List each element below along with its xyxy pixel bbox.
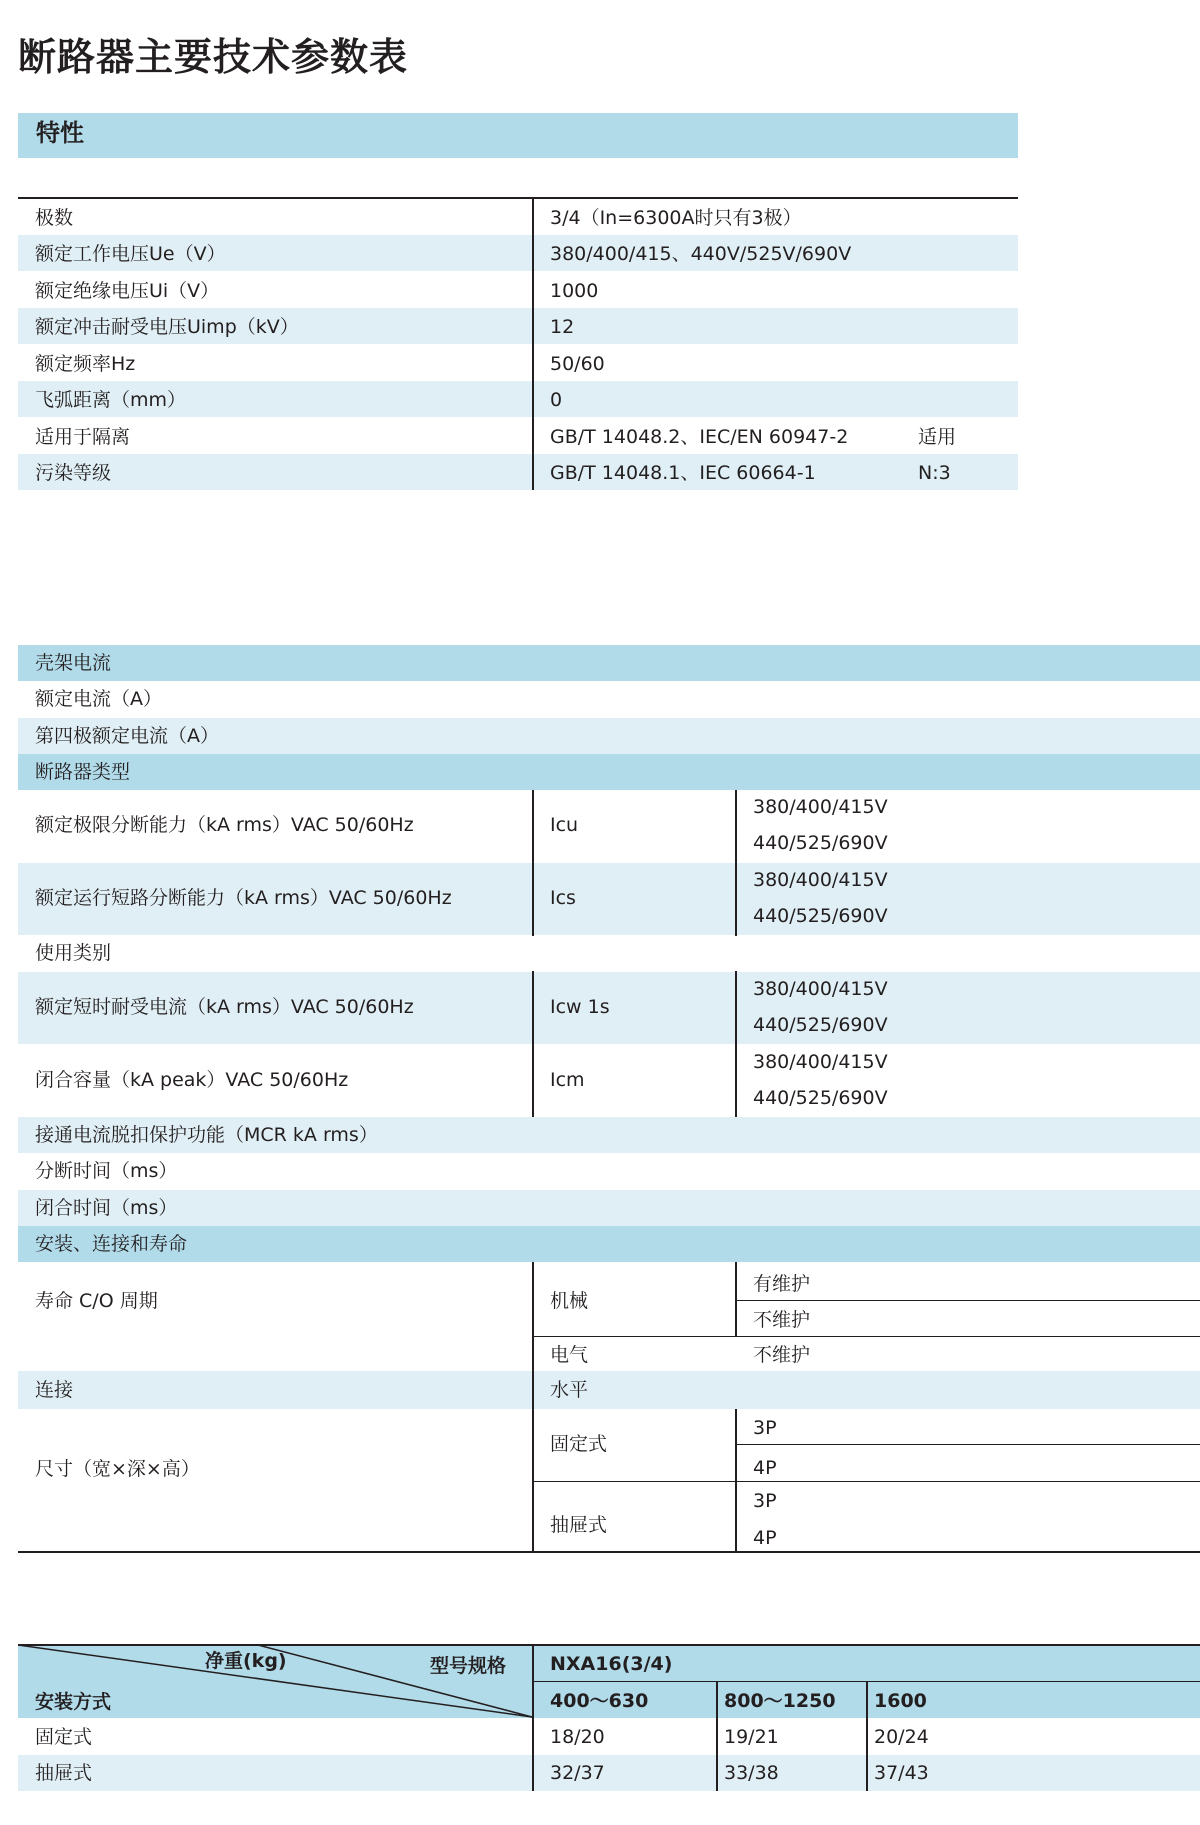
poles-4p: 4P — [753, 1527, 777, 1549]
poles-3p: 3P — [753, 1417, 777, 1439]
weight-cell: 18/20 — [550, 1726, 605, 1748]
model-name: NXA16(3/4) — [550, 1653, 673, 1675]
drawout-label: 抽屉式 — [550, 1514, 608, 1536]
ics-label: 额定运行短路分断能力（kA rms）VAC 50/60Hz — [35, 887, 452, 909]
ics-symbol: Ics — [550, 887, 576, 909]
electrical-label: 电气 — [550, 1344, 589, 1366]
icm-label: 闭合容量（kA peak）VAC 50/60Hz — [35, 1069, 349, 1091]
spec-label: 额定工作电压Ue（V） — [35, 243, 226, 265]
spec-label: 额定频率Hz — [35, 353, 136, 375]
net-weight-header: 净重(kg) — [205, 1650, 287, 1672]
section-header-band — [18, 113, 1018, 158]
voltage-2: 440/525/690V — [753, 1087, 888, 1109]
mechanical-label: 机械 — [550, 1290, 589, 1312]
install-mode-header: 安装方式 — [35, 1691, 112, 1713]
rated-current-label: 额定电流（A） — [35, 688, 162, 710]
life-label: 寿命 C/O 周期 — [35, 1290, 158, 1312]
with-maintenance: 有维护 — [753, 1273, 811, 1295]
icw-label: 额定短时耐受电流（kA rms）VAC 50/60Hz — [35, 996, 414, 1018]
icm-symbol: Icm — [550, 1069, 585, 1091]
weight-cell: 19/21 — [724, 1726, 779, 1748]
table-bottom-rule — [18, 1551, 1200, 1553]
no-maintenance: 不维护 — [753, 1309, 811, 1331]
no-maintenance: 不维护 — [753, 1344, 811, 1366]
spec-label: 适用于隔离 — [35, 426, 131, 448]
horizontal-label: 水平 — [550, 1379, 589, 1401]
weight-cell: 33/38 — [724, 1762, 779, 1784]
spec-value: 12 — [550, 316, 575, 338]
mcr-label: 接通电流脱扣保护功能（MCR kA rms） — [35, 1124, 378, 1146]
poles-4p: 4P — [753, 1457, 777, 1479]
spec-label: 额定冲击耐受电压Uimp（kV） — [35, 316, 299, 338]
spec-extra: 适用 — [918, 426, 957, 448]
install-header: 安装、连接和寿命 — [35, 1233, 188, 1255]
spec-label: 飞弧距离（mm） — [35, 389, 187, 411]
spec-label: 污染等级 — [35, 462, 112, 484]
column-header: 800～1250 — [724, 1690, 836, 1712]
voltage-1: 380/400/415V — [753, 869, 888, 891]
fourth-pole-label: 第四极额定电流（A） — [35, 725, 219, 747]
voltage-1: 380/400/415V — [753, 1051, 888, 1073]
dimensions-label: 尺寸（宽×深×高） — [35, 1458, 200, 1480]
table-top-rule — [18, 197, 1018, 199]
spec-value: 50/60 — [550, 353, 605, 375]
connection-label: 连接 — [35, 1379, 74, 1401]
weight-cell: 20/24 — [874, 1726, 929, 1748]
column-divider — [532, 199, 534, 490]
column-header: 400～630 — [550, 1690, 649, 1712]
frame-current-label: 壳架电流 — [35, 652, 112, 674]
voltage-2: 440/525/690V — [753, 832, 888, 854]
frame-current-band — [18, 645, 1200, 681]
page-title: 断路器主要技术参数表 — [18, 35, 409, 79]
icu-label: 额定极限分断能力（kA rms）VAC 50/60Hz — [35, 814, 414, 836]
spec-extra: N:3 — [918, 462, 951, 484]
fixed-label: 固定式 — [550, 1433, 608, 1455]
voltage-2: 440/525/690V — [753, 905, 888, 927]
install-band — [18, 1226, 1200, 1262]
poles-3p: 3P — [753, 1490, 777, 1512]
weight-cell: 32/37 — [550, 1762, 605, 1784]
break-time-label: 分断时间（ms） — [35, 1160, 178, 1182]
voltage-2: 440/525/690V — [753, 1014, 888, 1036]
spec-value: 3/4（In=6300A时只有3极） — [550, 207, 802, 229]
icu-symbol: Icu — [550, 814, 579, 836]
voltage-1: 380/400/415V — [753, 796, 888, 818]
row-label: 抽屉式 — [35, 1762, 93, 1784]
breaker-type-band — [18, 754, 1200, 790]
spec-value: 1000 — [550, 280, 599, 302]
row-label: 固定式 — [35, 1726, 93, 1748]
spec-label: 额定绝缘电压Ui（V） — [35, 280, 220, 302]
column-header: 1600 — [874, 1690, 927, 1712]
weight-cell: 37/43 — [874, 1762, 929, 1784]
section-title: 特性 — [36, 119, 84, 147]
model-spec-header: 型号规格 — [430, 1655, 507, 1677]
spec-value: GB/T 14048.1、IEC 60664-1 — [550, 462, 816, 484]
spec-value: 0 — [550, 389, 563, 411]
voltage-1: 380/400/415V — [753, 978, 888, 1000]
spec-value: 380/400/415、440V/525V/690V — [550, 243, 852, 265]
close-time-label: 闭合时间（ms） — [35, 1197, 178, 1219]
usage-category-label: 使用类别 — [35, 942, 112, 964]
breaker-type-label: 断路器类型 — [35, 761, 131, 783]
spec-label: 极数 — [35, 207, 74, 229]
spec-value: GB/T 14048.2、IEC/EN 60947-2 — [550, 426, 849, 448]
icw-symbol: Icw 1s — [550, 996, 610, 1018]
